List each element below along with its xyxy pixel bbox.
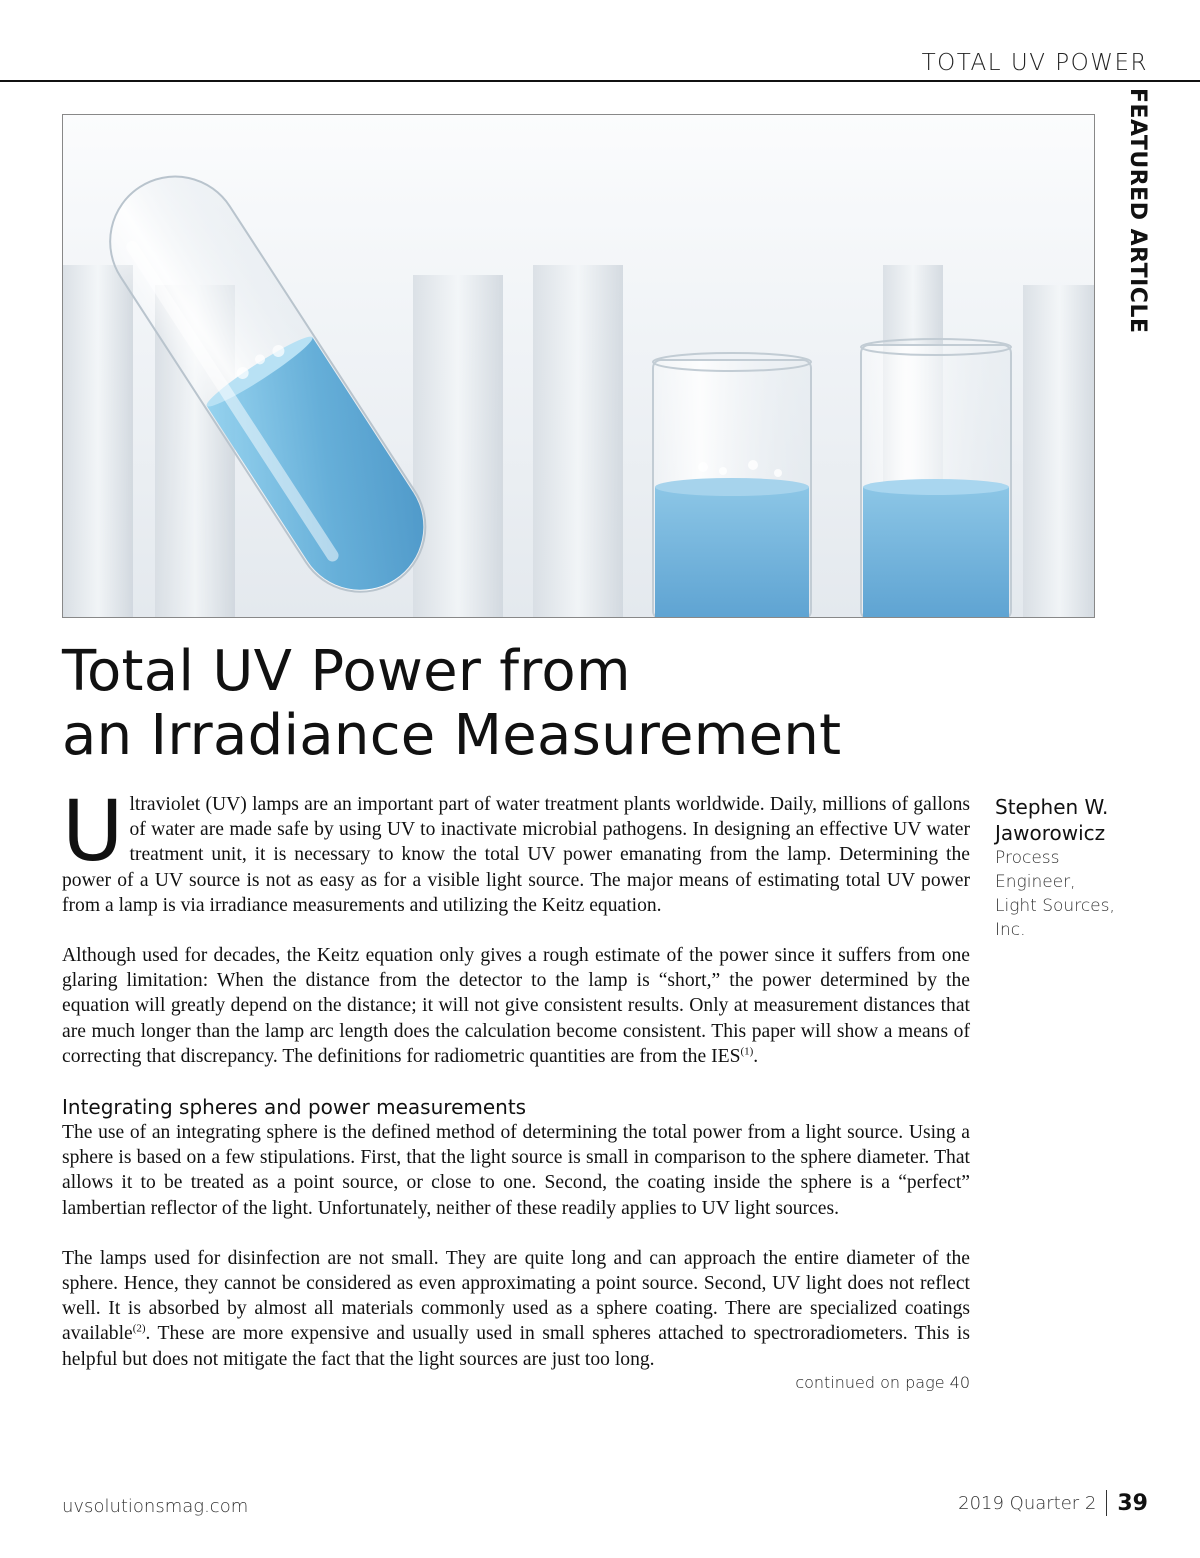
header-rule: [0, 80, 1200, 82]
author-name-line-1: Stephen W.: [995, 795, 1109, 819]
section-subhead: Integrating spheres and power measurements: [62, 1095, 527, 1120]
featured-article-label: FEATURED ARTICLE: [1125, 88, 1150, 334]
paragraph-lamps: [62, 1246, 970, 1372]
section-label: TOTAL UV POWER: [921, 50, 1148, 76]
footer-divider: [1106, 1490, 1107, 1516]
article-body: [62, 782, 970, 1419]
paragraph-intro-text: ltraviolet (UV) lamps are an important part of water treatment plants worldwide. Daily, millions of gallons of water are made safe by using UV to inactivate microbial pathogens. In designing an effective UV water treatment unit, it is necessary to know the total UV power emanating from the lamp. Determining the power of a UV source is not as easy as for a visible light source. The major means of estimating total UV power from a lamp is via irradiance measurements and utilizing the Keitz equation.: [62, 794, 970, 916]
author-role-line-1: Process: [995, 848, 1060, 868]
paragraph-keitz-text: Although used for decades, the Keitz equation only gives a rough estimate of the power since it suffers from one glaring limitation: When the distance from the detector to the lamp is “short,” the power determined by the equation will greatly depend on the distance; it will not give consistent results. Only at measurement distances that are much longer than the lamp arc length does the calculation become consistent. This paper will show a means of correcting that discrepancy. The definitions for radiometric quantities are from the IES: [62, 945, 970, 1067]
article-title: [62, 640, 1022, 768]
author-role-line-2: Engineer,: [995, 872, 1076, 892]
reference-1: (1): [740, 1045, 754, 1058]
author-box: [995, 794, 1175, 942]
footer-website: uvsolutionsmag.com: [62, 1496, 249, 1517]
paragraph-spheres: The use of an integrating sphere is the defined method of determining the total power from a light source. Using a sphere is based on a few stipulations. First, that the light source is small in comparison to the sphere diameter. That allows it to be treated as a point source, or close to one. Second, the coating inside the sphere is a “perfect” lambertian reflector of the light. Unfortunately, neither of these readily applies to UV light sources.: [62, 1122, 970, 1219]
author-role-line-3: Light Sources,: [995, 896, 1115, 916]
reference-2: (2): [132, 1322, 146, 1335]
test-tubes-illustration: [63, 115, 1095, 618]
continued-note: continued on page 40: [795, 1372, 970, 1392]
drop-cap: U: [62, 782, 124, 880]
author-role-line-4: Inc.: [995, 920, 1026, 940]
paragraph-keitz-end: .: [753, 1045, 759, 1067]
paragraph-keitz: [62, 943, 970, 1069]
paragraph-lamps-end: . These are more expensive and usually used in small spheres attached to spectroradiometers. This is helpful but does not mitigate the fact that the light sources are just too long.: [62, 1323, 970, 1370]
footer-issue: 2019 Quarter 2: [958, 1492, 1097, 1514]
page-number: 39: [1117, 1490, 1148, 1516]
paragraph-intro: [62, 782, 970, 918]
footer-issue-info: [958, 1490, 1148, 1516]
paragraph-lamps-text: The lamps used for disinfection are not small. They are quite long and can approach the entire diameter of the sphere. Hence, they cannot be considered as even approximating a point source. Second, UV light does not reflect well. It is absorbed by almost all materials commonly used as a sphere coating. There are specialized coatings available: [62, 1247, 970, 1345]
title-line-1: Total UV Power from: [62, 639, 631, 704]
hero-image-test-tubes: [62, 114, 1095, 618]
title-line-2: an Irradiance Measurement: [62, 703, 842, 768]
author-name-line-2: Jaworowicz: [995, 821, 1106, 845]
